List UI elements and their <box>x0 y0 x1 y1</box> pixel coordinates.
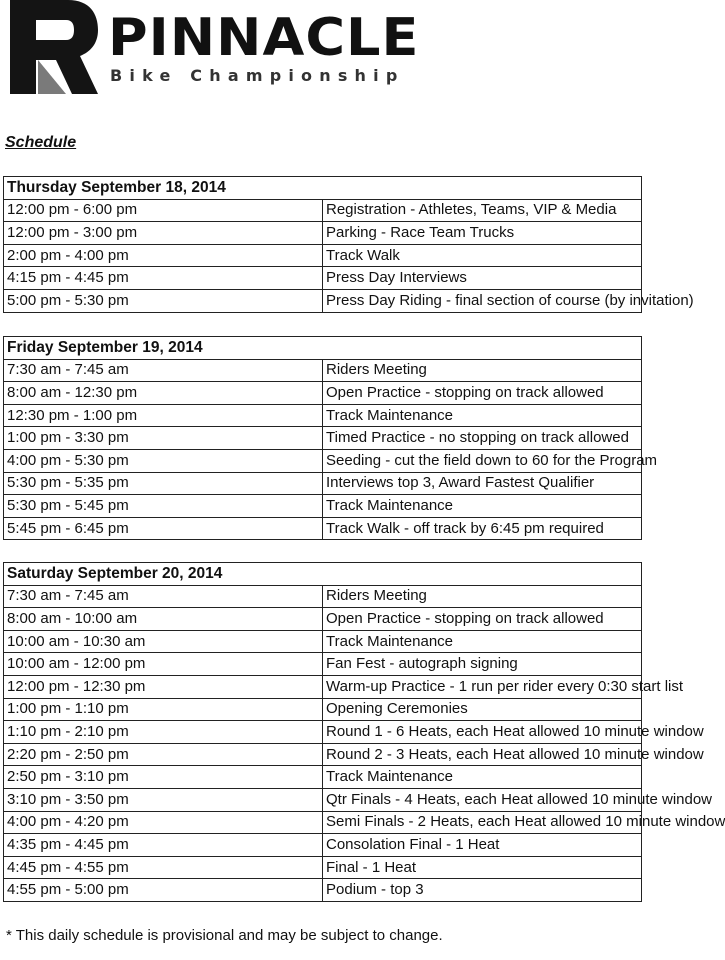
table-row <box>4 359 642 382</box>
event-cell: Track Maintenance <box>323 766 642 789</box>
table-row <box>4 721 642 744</box>
time-cell: 12:00 pm - 3:00 pm <box>4 222 323 245</box>
time-cell: 4:35 pm - 4:45 pm <box>4 834 323 857</box>
table-row <box>4 495 642 518</box>
event-cell: Timed Practice - no stopping on track allowed <box>323 427 642 450</box>
event-cell: Semi Finals - 2 Heats, each Heat allowed 10 minute window <box>323 811 642 834</box>
time-cell: 2:00 pm - 4:00 pm <box>4 244 323 267</box>
event-cell: Interviews top 3, Award Fastest Qualifier <box>323 472 642 495</box>
event-cell: Press Day Interviews <box>323 267 642 290</box>
table-row <box>4 267 642 290</box>
time-cell: 4:45 pm - 4:55 pm <box>4 856 323 879</box>
time-cell: 7:30 am - 7:45 am <box>4 585 323 608</box>
time-cell: 5:30 pm - 5:35 pm <box>4 472 323 495</box>
table-row <box>4 788 642 811</box>
day-header-row <box>4 177 642 200</box>
time-cell: 4:55 pm - 5:00 pm <box>4 879 323 902</box>
event-cell: Track Maintenance <box>323 404 642 427</box>
time-cell: 1:10 pm - 2:10 pm <box>4 721 323 744</box>
event-cell: Warm-up Practice - 1 run per rider every 0:30 start list <box>323 675 642 698</box>
time-cell: 10:00 am - 10:30 am <box>4 630 323 653</box>
brand-name: PINNACLE <box>108 8 420 68</box>
table-row <box>4 653 642 676</box>
time-cell: 5:00 pm - 5:30 pm <box>4 289 323 312</box>
event-cell: Registration - Athletes, Teams, VIP & Media <box>323 199 642 222</box>
day-title: Thursday September 18, 2014 <box>4 177 642 200</box>
time-cell: 1:00 pm - 3:30 pm <box>4 427 323 450</box>
event-cell: Round 2 - 3 Heats, each Heat allowed 10 minute window <box>323 743 642 766</box>
event-cell: Consolation Final - 1 Heat <box>323 834 642 857</box>
brand-logo <box>10 0 450 100</box>
day-schedule-table <box>3 176 694 313</box>
table-row <box>4 427 642 450</box>
table-row <box>4 698 642 721</box>
event-cell: Final - 1 Heat <box>323 856 642 879</box>
time-cell: 8:00 am - 12:30 pm <box>4 382 323 405</box>
time-cell: 4:15 pm - 4:45 pm <box>4 267 323 290</box>
event-cell: Fan Fest - autograph signing <box>323 653 642 676</box>
table-row <box>4 608 642 631</box>
time-cell: 1:00 pm - 1:10 pm <box>4 698 323 721</box>
table-row <box>4 449 642 472</box>
time-cell: 7:30 am - 7:45 am <box>4 359 323 382</box>
event-cell: Parking - Race Team Trucks <box>323 222 642 245</box>
event-cell: Track Maintenance <box>323 495 642 518</box>
event-cell: Seeding - cut the field down to 60 for the Program <box>323 449 642 472</box>
event-cell: Press Day Riding - final section of course (by invitation) <box>323 289 642 312</box>
event-cell: Qtr Finals - 4 Heats, each Heat allowed 10 minute window <box>323 788 642 811</box>
footnote: * This daily schedule is provisional and may be subject to change. <box>6 927 443 944</box>
table-row <box>4 199 642 222</box>
day-title: Saturday September 20, 2014 <box>4 563 642 586</box>
table-row <box>4 585 642 608</box>
time-cell: 4:00 pm - 4:20 pm <box>4 811 323 834</box>
table-row <box>4 856 642 879</box>
time-cell: 3:10 pm - 3:50 pm <box>4 788 323 811</box>
time-cell: 4:00 pm - 5:30 pm <box>4 449 323 472</box>
time-cell: 12:30 pm - 1:00 pm <box>4 404 323 427</box>
event-cell: Track Walk - off track by 6:45 pm required <box>323 517 642 540</box>
table-row <box>4 879 642 902</box>
table-row <box>4 743 642 766</box>
time-cell: 10:00 am - 12:00 pm <box>4 653 323 676</box>
day-header-row <box>4 563 642 586</box>
event-cell: Opening Ceremonies <box>323 698 642 721</box>
event-cell: Riders Meeting <box>323 585 642 608</box>
event-cell: Round 1 - 6 Heats, each Heat allowed 10 minute window <box>323 721 642 744</box>
time-cell: 12:00 pm - 6:00 pm <box>4 199 323 222</box>
time-cell: 5:45 pm - 6:45 pm <box>4 517 323 540</box>
day-schedule-table <box>3 562 725 902</box>
table-row <box>4 766 642 789</box>
event-cell: Track Walk <box>323 244 642 267</box>
event-cell: Track Maintenance <box>323 630 642 653</box>
event-cell: Open Practice - stopping on track allowed <box>323 608 642 631</box>
time-cell: 2:20 pm - 2:50 pm <box>4 743 323 766</box>
schedule-heading: Schedule <box>5 134 77 151</box>
table-row <box>4 834 642 857</box>
table-row <box>4 244 642 267</box>
event-cell: Open Practice - stopping on track allowed <box>323 382 642 405</box>
table-row <box>4 404 642 427</box>
day-schedule-table <box>3 336 658 540</box>
table-row <box>4 675 642 698</box>
table-row <box>4 517 642 540</box>
table-row <box>4 630 642 653</box>
table-row <box>4 472 642 495</box>
time-cell: 5:30 pm - 5:45 pm <box>4 495 323 518</box>
brand-subtitle: Bike Championship <box>110 66 405 85</box>
time-cell: 8:00 am - 10:00 am <box>4 608 323 631</box>
table-row <box>4 811 642 834</box>
table-row <box>4 222 642 245</box>
pinnacle-r-logo-icon <box>10 0 98 94</box>
table-row <box>4 289 642 312</box>
table-row <box>4 382 642 405</box>
event-cell: Podium - top 3 <box>323 879 642 902</box>
time-cell: 12:00 pm - 12:30 pm <box>4 675 323 698</box>
day-header-row <box>4 337 642 360</box>
event-cell: Riders Meeting <box>323 359 642 382</box>
day-title: Friday September 19, 2014 <box>4 337 642 360</box>
time-cell: 2:50 pm - 3:10 pm <box>4 766 323 789</box>
